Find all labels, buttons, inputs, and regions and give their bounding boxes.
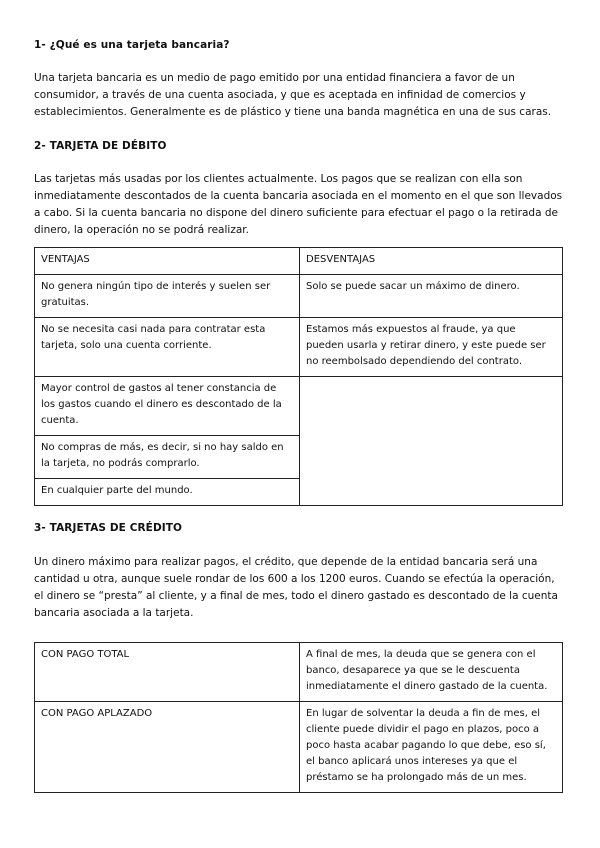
document-page bbox=[34, 34, 564, 793]
desventaja-cell: Solo se puede sacar un máximo de dinero. bbox=[300, 275, 563, 318]
section2-body: Las tarjetas más usadas por los clientes actualmente. Los pagos que se realizan con ella son inmediatamente descontados de la cuenta bancaria asociada en el momento en el que son llevados a cabo. Si la cuenta bancaria no dispone del dinero suficiente para efectuar el pago o la retirada de dinero, la operación no se podrá realizar. bbox=[34, 173, 563, 236]
table-row bbox=[35, 275, 563, 318]
empty-cell bbox=[300, 377, 563, 506]
payment-type-desc: A final de mes, la deuda que se genera con el banco, desaparece ya que se le descuenta inmediatamente el dinero gastado de la cuenta. bbox=[300, 643, 563, 702]
table-row bbox=[35, 318, 563, 377]
header-desventajas: DESVENTAJAS bbox=[300, 248, 563, 275]
ventaja-cell: Mayor control de gastos al tener constancia de los gastos cuando el dinero es descontado de la cuenta. bbox=[35, 377, 300, 436]
debit-pros-cons-table bbox=[34, 247, 563, 506]
payment-type-desc: En lugar de solventar la deuda a fin de mes, el cliente puede dividir el pago en plazos, poco a poco hasta acabar pagando lo que debe, eso sí, el banco aplicará unos intereses ya que el préstamo se ha prolongado más de un mes. bbox=[300, 702, 563, 793]
desventaja-cell: Estamos más expuestos al fraude, ya que pueden usarla y retirar dinero, y este puede ser no reembolsado dependiendo del contrato. bbox=[300, 318, 563, 377]
ventaja-cell: No se necesita casi nada para contratar esta tarjeta, solo una cuenta corriente. bbox=[35, 318, 300, 377]
header-ventajas: VENTAJAS bbox=[35, 248, 300, 275]
table-row bbox=[35, 248, 563, 275]
payment-type-label: CON PAGO APLAZADO bbox=[35, 702, 300, 793]
credit-payment-table bbox=[34, 642, 563, 793]
section3-body: Un dinero máximo para realizar pagos, el crédito, que depende de la entidad bancaria será una cantidad u otra, aunque suele rondar de los 600 a los 1200 euros. Cuando se efectúa la operación, el dinero se “presta” al cliente, y a final de mes, todo el dinero gastado es descontado de la cuenta bancaria asociada a la tarjeta. bbox=[34, 556, 558, 619]
ventaja-cell: No compras de más, es decir, si no hay saldo en la tarjeta, no podrás comprarlo. bbox=[35, 436, 300, 479]
payment-type-label: CON PAGO TOTAL bbox=[35, 643, 300, 702]
section1-body: Una tarjeta bancaria es un medio de pago emitido por una entidad financiera a favor de un consumidor, a través de una cuenta asociada, y que es aceptada en infinidad de comercios y establecimientos. Generalmente es de plástico y tiene una banda magnética en una de sus caras. bbox=[34, 72, 552, 118]
section2-title: 2- TARJETA DE DÉBITO bbox=[34, 140, 167, 152]
section3-title: 3- TARJETAS DE CRÉDITO bbox=[34, 522, 183, 534]
ventaja-cell: No genera ningún tipo de interés y suelen ser gratuitas. bbox=[35, 275, 300, 318]
table-row bbox=[35, 702, 563, 793]
section1-title: 1- ¿Qué es una tarjeta bancaria? bbox=[34, 39, 230, 51]
table-row bbox=[35, 643, 563, 702]
table-row bbox=[35, 377, 563, 436]
ventaja-cell: En cualquier parte del mundo. bbox=[35, 479, 300, 506]
